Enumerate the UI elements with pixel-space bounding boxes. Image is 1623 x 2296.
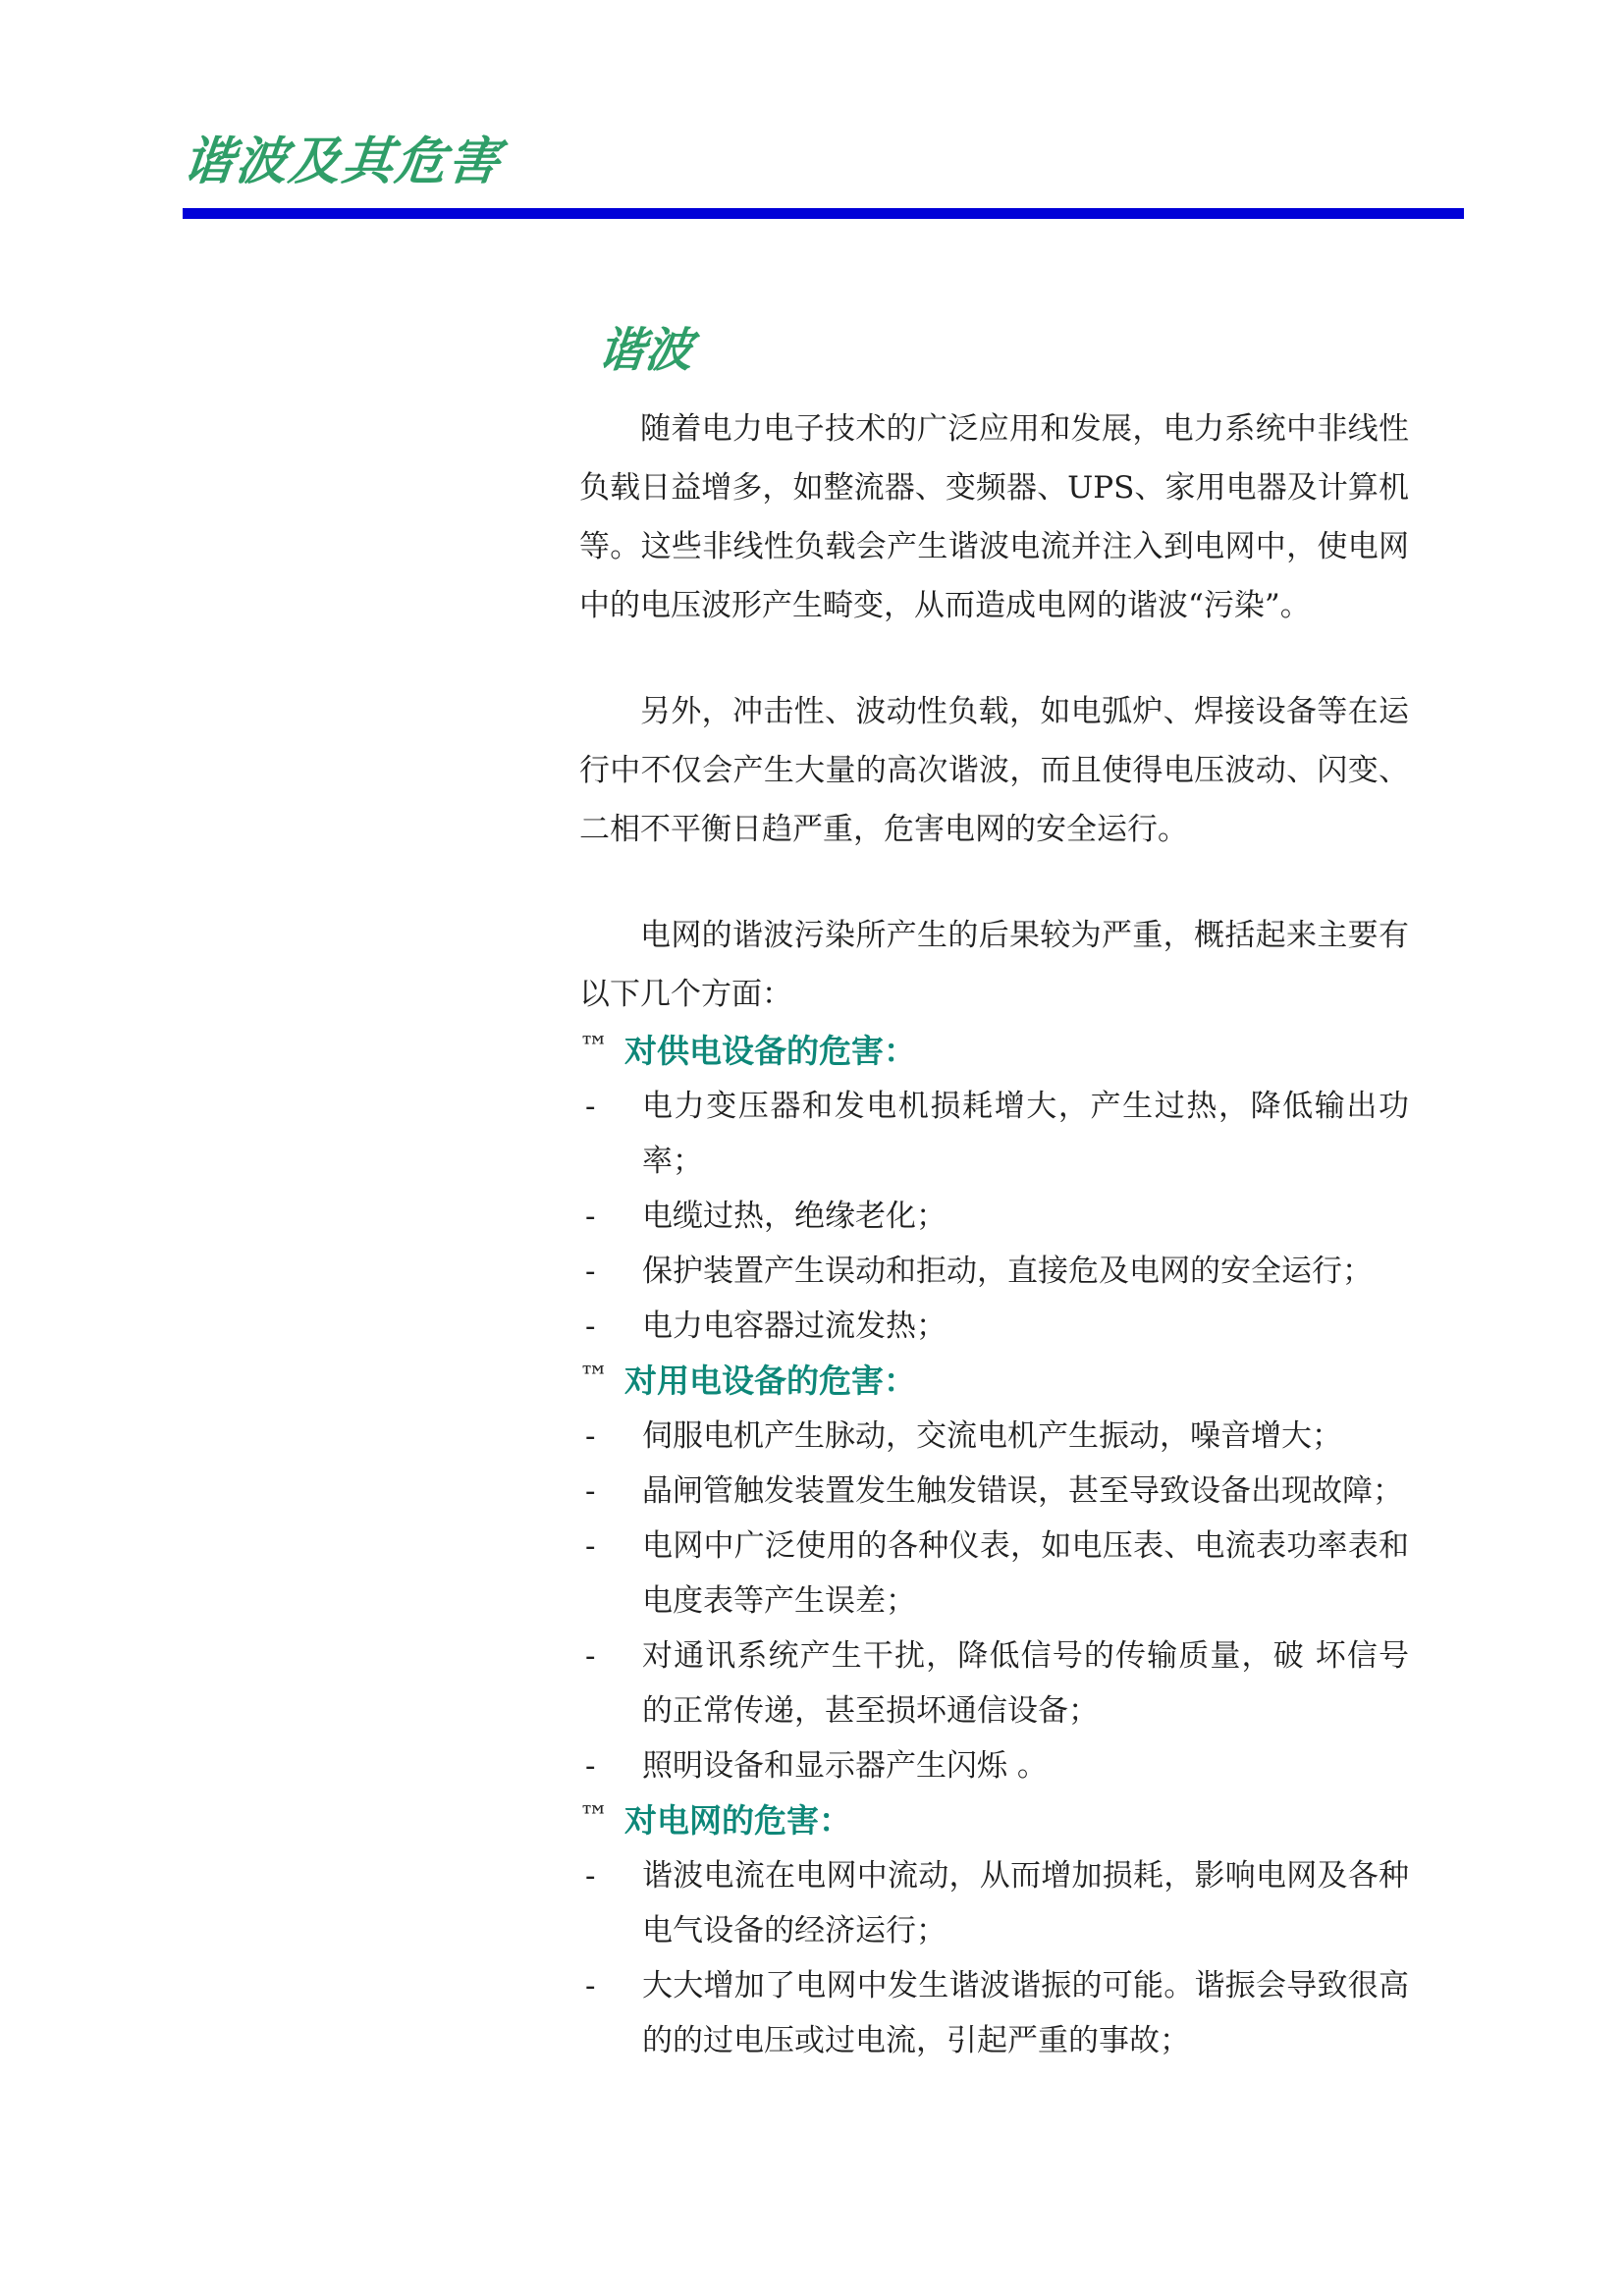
hazard-group bbox=[579, 1354, 1409, 1793]
list-item-text: 谐波电流在电网中流动，从而增加损耗，影响电网及各种电气设备的经济运行； bbox=[642, 1858, 1409, 1949]
list-item bbox=[579, 1738, 1409, 1793]
bullet-dash: - bbox=[585, 1089, 596, 1124]
body-paragraph: 随着电力电子技术的广泛应用和发展，电力系统中非线性负载日益增多，如整流器、变频器、UPS、家用电器及计算机等。这些非线性负载会产生谐波电流并注入到电网中，使电网中的电压波形产生畸变，从而造成电网的谐波“污染”。 bbox=[579, 411, 1409, 623]
list-item bbox=[579, 1958, 1409, 2068]
bullet-dash: - bbox=[585, 1199, 596, 1234]
body-paragraph: 另外，冲击性、波动性负载，如电弧炉、焊接设备等在运行中不仅会产生大量的高次谐波，而且使得电压波动、闪变、二相不平衡日趋严重，危害电网的安全运行。 bbox=[579, 694, 1409, 847]
group-heading-row bbox=[579, 1024, 1409, 1079]
list-item bbox=[579, 1244, 1409, 1299]
group-items bbox=[579, 1848, 1409, 2068]
hazard-groups bbox=[579, 1024, 1409, 2068]
hazard-group bbox=[579, 1024, 1409, 1354]
list-item bbox=[579, 1848, 1409, 1958]
content-column bbox=[579, 312, 1409, 2068]
list-item bbox=[579, 1299, 1409, 1354]
list-item-text: 电力变压器和发电机损耗增大，产生过热，降低输出功率； bbox=[642, 1089, 1409, 1179]
section-title: 谐波 bbox=[595, 323, 696, 378]
page-title: 谐波及其危害 bbox=[180, 132, 505, 191]
group-heading: 对供电设备的危害： bbox=[624, 1032, 916, 1070]
bullet-dash: - bbox=[585, 1528, 596, 1564]
list-item bbox=[579, 1519, 1409, 1629]
list-item-text: 大大增加了电网中发生谐波谐振的可能。谐振会导致很高的的过电压或过电流，引起严重的事故； bbox=[642, 1968, 1409, 2058]
group-heading: 对用电设备的危害： bbox=[624, 1362, 916, 1400]
body-paragraph: 电网的谐波污染所产生的后果较为严重，概括起来主要有以下几个方面： bbox=[579, 918, 1409, 1012]
list-item bbox=[579, 1409, 1409, 1464]
list-item bbox=[579, 1629, 1409, 1738]
header-divider-rule bbox=[183, 208, 1464, 219]
group-heading-row bbox=[579, 1354, 1409, 1409]
paragraph-block bbox=[579, 400, 1409, 1024]
list-item bbox=[579, 1464, 1409, 1519]
list-item-text: 晶闸管触发装置发生触发错误，甚至导致设备出现故障； bbox=[642, 1473, 1403, 1509]
bullet-dash: - bbox=[585, 1858, 596, 1894]
list-item-text: 保护装置产生误动和拒动，直接危及电网的安全运行； bbox=[642, 1254, 1373, 1289]
list-item bbox=[579, 1079, 1409, 1189]
list-item-text: 电力电容器过流发热； bbox=[642, 1308, 947, 1344]
bullet-dash: - bbox=[585, 1748, 596, 1784]
bullet-dash: - bbox=[585, 1968, 596, 2003]
list-item-text: 对通讯系统产生干扰，降低信号的传输质量，破 坏信号的正常传递，甚至损坏通信设备； bbox=[642, 1638, 1409, 1729]
group-items bbox=[579, 1409, 1409, 1793]
group-heading: 对电网的危害： bbox=[624, 1801, 851, 1840]
tm-marker: ™ bbox=[579, 1031, 609, 1065]
tm-marker: ™ bbox=[579, 1800, 609, 1835]
bullet-dash: - bbox=[585, 1473, 596, 1509]
group-items bbox=[579, 1079, 1409, 1354]
bullet-dash: - bbox=[585, 1638, 596, 1674]
group-heading-row bbox=[579, 1793, 1409, 1848]
tm-marker: ™ bbox=[579, 1361, 609, 1395]
bullet-dash: - bbox=[585, 1254, 596, 1289]
hazard-group bbox=[579, 1793, 1409, 2068]
bullet-dash: - bbox=[585, 1418, 596, 1454]
list-item-text: 电网中广泛使用的各种仪表，如电压表、电流表功率表和电度表等产生误差； bbox=[642, 1528, 1409, 1619]
list-item bbox=[579, 1189, 1409, 1244]
list-item-text: 照明设备和显示器产生闪烁 。 bbox=[642, 1748, 1048, 1784]
list-item-text: 电缆过热，绝缘老化； bbox=[642, 1199, 947, 1234]
list-item-text: 伺服电机产生脉动，交流电机产生振动，噪音增大； bbox=[642, 1418, 1342, 1454]
bullet-dash: - bbox=[585, 1308, 596, 1344]
